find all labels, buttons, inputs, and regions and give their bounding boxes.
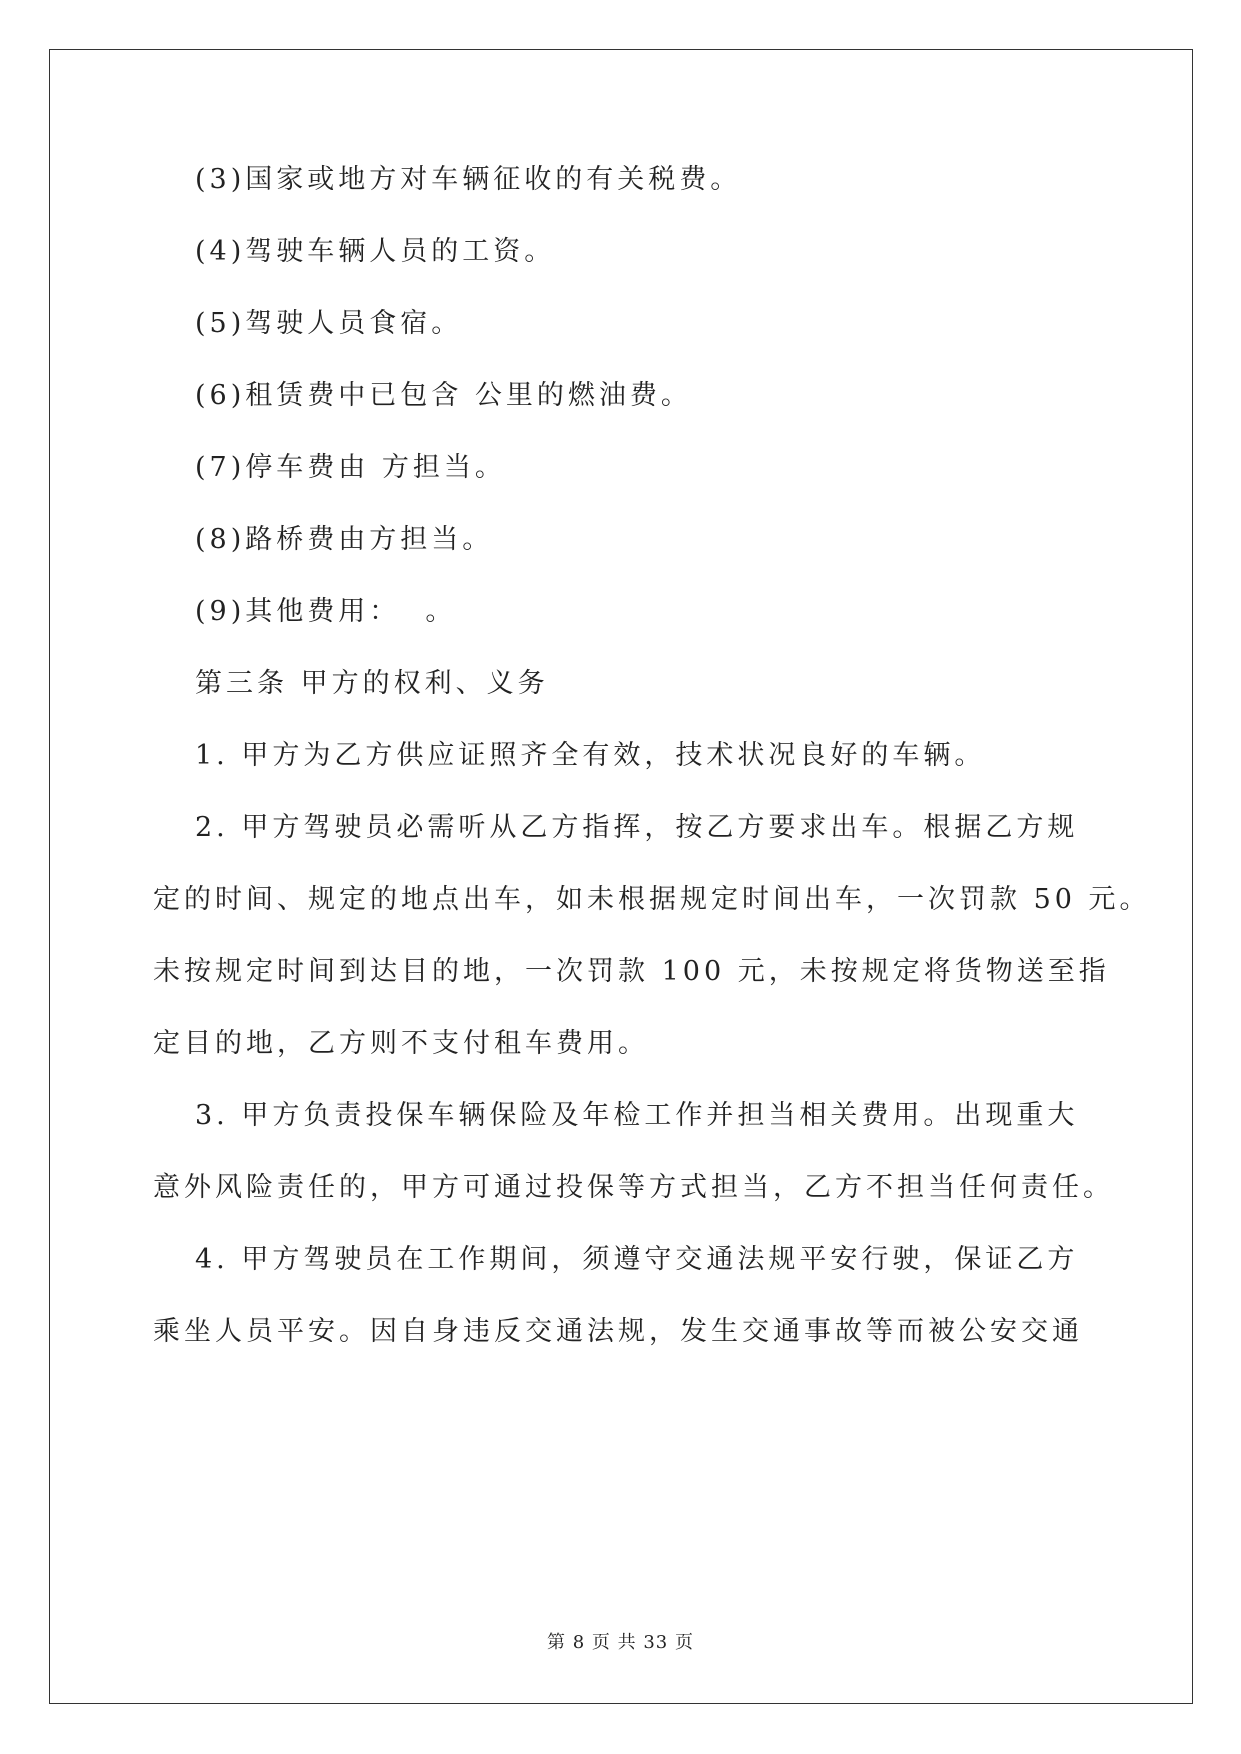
text-line: 2. 甲方驾驶员必需听从乙方指挥，按乙方要求出车。根据乙方规 (195, 812, 1079, 843)
text-line: (5)驾驶人员食宿。 (195, 308, 463, 339)
text-line: (4)驾驶车辆人员的工资。 (195, 236, 556, 267)
text-line: (9)其他费用： 。 (195, 596, 457, 627)
text-line: 未按规定时间到达目的地，一次罚款 100 元，未按规定将货物送至指 (153, 956, 1110, 987)
text-line: (3)国家或地方对车辆征收的有关税费。 (195, 164, 742, 195)
text-line: (7)停车费由 方担当。 (195, 452, 506, 483)
text-line: 4. 甲方驾驶员在工作期间，须遵守交通法规平安行驶，保证乙方 (195, 1244, 1079, 1275)
text-line: 定目的地，乙方则不支付租车费用。 (153, 1028, 649, 1059)
page-number-footer: 第 8 页 共 33 页 (547, 1632, 694, 1653)
text-line: 意外风险责任的，甲方可通过投保等方式担当，乙方不担当任何责任。 (153, 1172, 1114, 1203)
text-line: 1. 甲方为乙方供应证照齐全有效，技术状况良好的车辆。 (195, 740, 986, 771)
page-border (49, 49, 1193, 1704)
text-line: 3. 甲方负责投保车辆保险及年检工作并担当相关费用。出现重大 (195, 1100, 1079, 1131)
text-line: 定的时间、规定的地点出车，如未根据规定时间出车，一次罚款 50 元。 (153, 884, 1151, 915)
text-line: (8)路桥费由方担当。 (195, 524, 494, 555)
section-heading: 第三条 甲方的权利、义务 (195, 668, 549, 699)
text-line: (6)租赁费中已包含 公里的燃油费。 (195, 380, 692, 411)
text-line: 乘坐人员平安。因自身违反交通法规，发生交通事故等而被公安交通 (153, 1316, 1083, 1347)
